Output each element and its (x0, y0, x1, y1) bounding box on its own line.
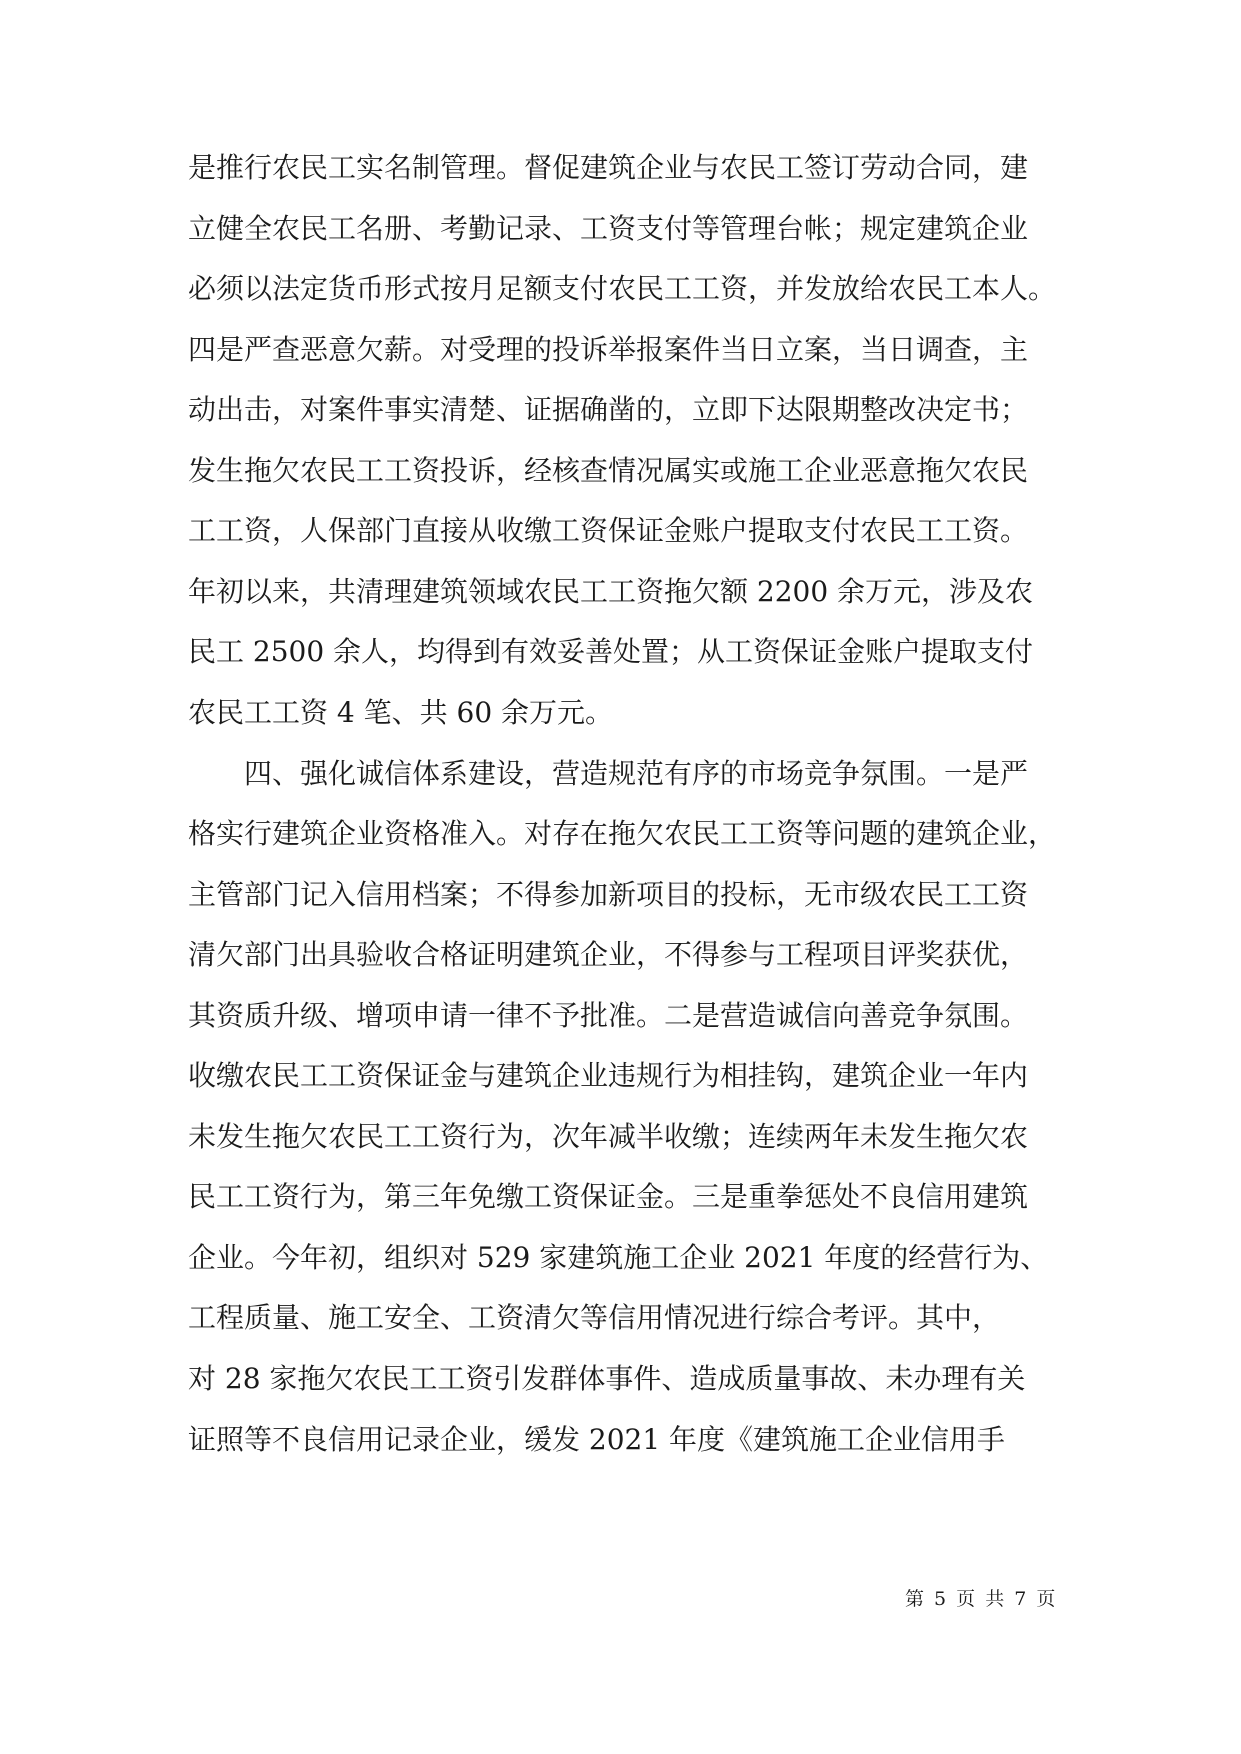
text-line: 收缴农民工工资保证金与建筑企业违规行为相挂钩，建筑企业一年内 (188, 1059, 1029, 1092)
text-line: 工程质量、施工安全、工资清欠等信用情况进行综合考评。其中， (188, 1301, 1001, 1334)
text-line: 证照等不良信用记录企业，缓发 2021 年度《建筑施工企业信用手 (188, 1423, 1006, 1456)
text-line: 发生拖欠农民工工资投诉，经核查情况属实或施工企业恶意拖欠农民 (188, 454, 1029, 487)
text-line: 必须以法定货币形式按月足额支付农民工工资，并发放给农民工本人。 (188, 272, 1057, 305)
text-line: 清欠部门出具验收合格证明建筑企业，不得参与工程项目评奖获优， (188, 938, 1029, 971)
text-line: 主管部门记入信用档案；不得参加新项目的投标，无市级农民工工资 (188, 878, 1029, 911)
text-line: 民工工资行为，第三年免缴工资保证金。三是重拳惩处不良信用建筑 (188, 1180, 1029, 1213)
text-line: 民工 2500 余人，均得到有效妥善处置；从工资保证金账户提取支付 (188, 635, 1034, 668)
text-line: 未发生拖欠农民工工资行为，次年减半收缴；连续两年未发生拖欠农 (188, 1120, 1029, 1153)
text-line: 农民工工资 4 笔、共 60 余万元。 (188, 696, 614, 729)
text-line: 年初以来，共清理建筑领域农民工工资拖欠额 2200 余万元，涉及农 (188, 575, 1034, 608)
text-line: 企业。今年初，组织对 529 家建筑施工企业 2021 年度的经营行为、 (188, 1241, 1049, 1274)
text-line: 是推行农民工实名制管理。督促建筑企业与农民工签订劳动合同，建 (188, 151, 1029, 184)
text-line: 格实行建筑企业资格准入。对存在拖欠农民工工资等问题的建筑企业， (188, 817, 1057, 850)
text-line: 立健全农民工名册、考勤记录、工资支付等管理台帐；规定建筑企业 (188, 212, 1029, 245)
page-number-footer: 第 5 页 共 7 页 (905, 1588, 1058, 1610)
text-line: 对 28 家拖欠农民工工资引发群体事件、造成质量事故、未办理有关 (188, 1362, 1026, 1395)
paragraph-start-line: 四、强化诚信体系建设，营造规范有序的市场竞争氛围。一是严 (244, 757, 1029, 790)
text-line: 其资质升级、增项申请一律不予批准。二是营造诚信向善竞争氛围。 (188, 999, 1029, 1032)
text-line: 四是严查恶意欠薪。对受理的投诉举报案件当日立案，当日调查，主 (188, 333, 1029, 366)
text-line: 动出击，对案件事实清楚、证据确凿的，立即下达限期整改决定书； (188, 393, 1029, 426)
text-line: 工工资，人保部门直接从收缴工资保证金账户提取支付农民工工资。 (188, 514, 1029, 547)
